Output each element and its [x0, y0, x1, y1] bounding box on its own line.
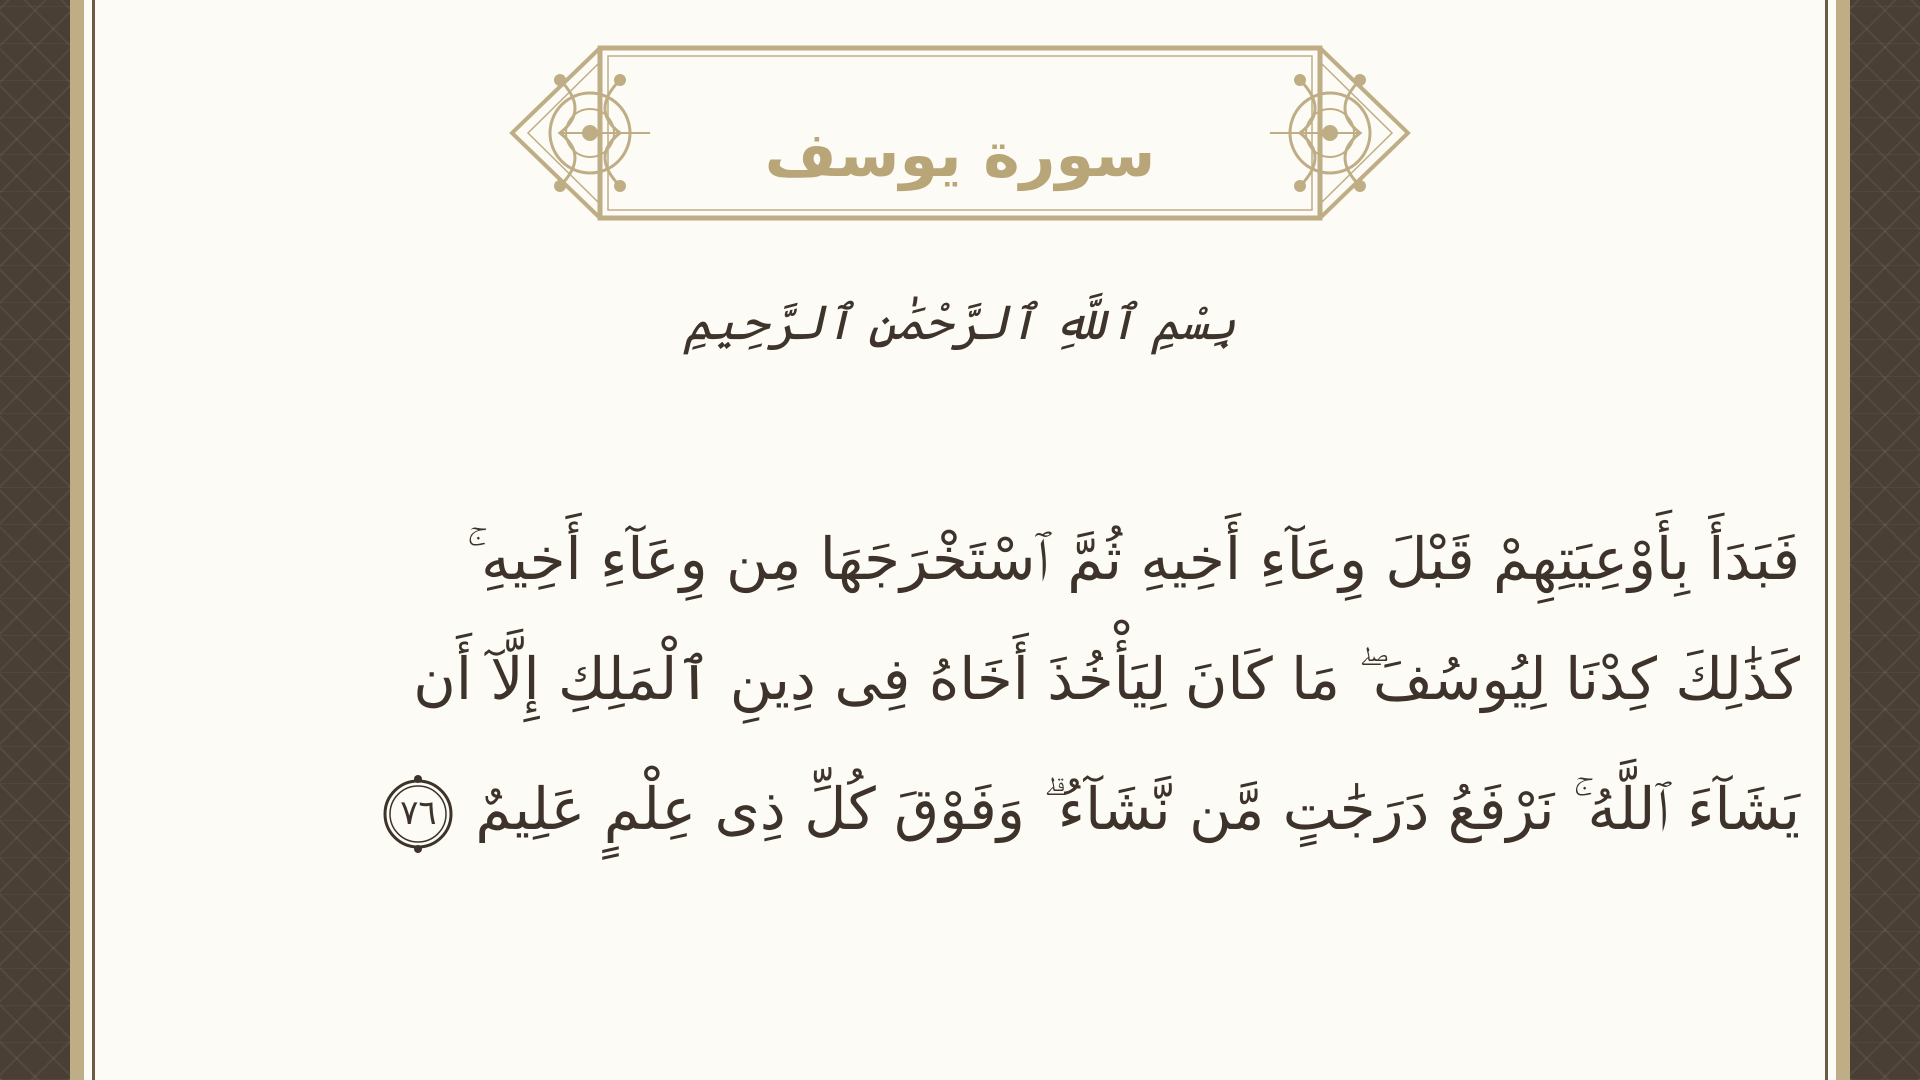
verse-line-3 — [260, 775, 1800, 853]
verse-line-1: فَبَدَأَ بِأَوْعِيَتِهِمْ قَبْلَ وِعَآءِ أَخِيهِ ثُمَّ ٱسْتَخْرَجَهَا مِن وِعَآءِ أَخِيهِ ۚ — [466, 525, 1800, 593]
verse-line-2: كَذَٰلِكَ كِدْنَا لِيُوسُفَ ۖ مَا كَانَ لِيَأْخُذَ أَخَاهُ فِى دِينِ ٱلْمَلِكِ إِلَّآ أَن — [413, 645, 1800, 713]
ayah-end-marker — [379, 775, 457, 853]
ayah-number: ٧٦ — [400, 793, 437, 833]
left-ornamental-border — [0, 0, 70, 1080]
right-ornamental-border — [1850, 0, 1920, 1080]
right-gold-rule — [1836, 0, 1850, 1080]
left-gold-rule — [70, 0, 84, 1080]
surah-title-cartouche — [500, 40, 1420, 225]
left-thin-rule — [92, 0, 95, 1080]
right-thin-rule — [1825, 0, 1828, 1080]
verse-line-3-text: يَشَآءَ ٱللَّهُ ۚ نَرْفَعُ دَرَجَٰتٍ مَّن نَّشَآءُ ۗ وَفَوْقَ كُلِّ ذِى عِلْمٍ عَلِيمٌ — [475, 775, 1800, 844]
surah-title: سورة يوسف — [764, 118, 1156, 191]
basmala: بِسْمِ ٱللَّهِ ٱلرَّحْمَٰنِ ٱلرَّحِيمِ — [683, 295, 1237, 351]
